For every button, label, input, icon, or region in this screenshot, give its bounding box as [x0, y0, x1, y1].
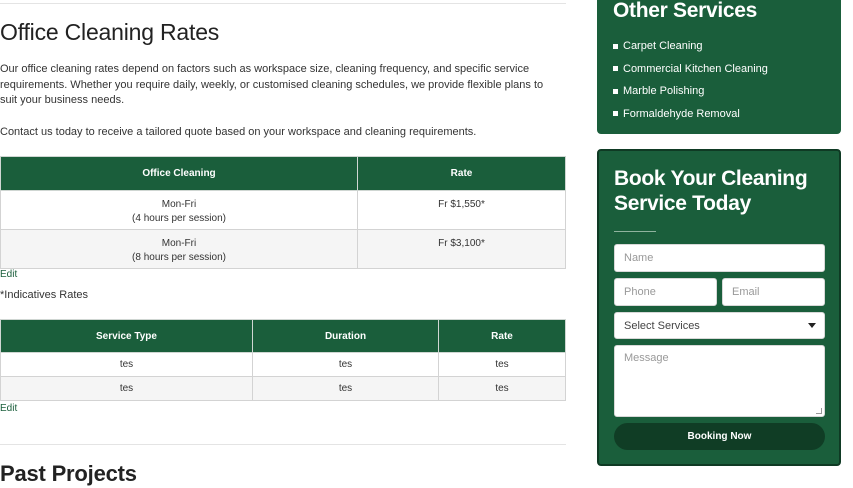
service-link-label: Formaldehyde Removal: [623, 107, 740, 120]
edit-link[interactable]: Edit: [0, 403, 18, 414]
booking-card: [597, 149, 841, 466]
email-placeholder: Email: [732, 286, 760, 298]
edit-link[interactable]: Edit: [0, 269, 18, 280]
other-services-list: [613, 35, 768, 125]
service-link-commercial-kitchen-cleaning[interactable]: [613, 58, 768, 81]
table-cell-rate: Fr $1,550*: [358, 191, 566, 230]
service-link-carpet-cleaning[interactable]: [613, 35, 768, 58]
table-row: [1, 377, 566, 401]
indicative-rates-note: *Indicatives Rates: [0, 289, 89, 301]
bullet-icon: [613, 44, 618, 49]
table-cell: tes: [253, 377, 439, 401]
past-projects-heading: Past Projects: [0, 461, 137, 486]
services-table: [0, 319, 566, 401]
service-hours: (8 hours per session): [132, 252, 226, 263]
service-link-marble-polishing[interactable]: [613, 80, 768, 103]
bullet-icon: [613, 89, 618, 94]
contact-paragraph: Contact us today to receive a tailored quote based on your workspace and cleaning requirements.: [0, 126, 477, 138]
page-title: Office Cleaning Rates: [0, 19, 220, 45]
service-link-formaldehyde-removal[interactable]: [613, 103, 768, 126]
table-row: [1, 191, 566, 230]
chevron-down-icon: [808, 323, 816, 328]
message-field[interactable]: [614, 345, 825, 417]
intro-paragraph: Our office cleaning rates depend on factors such as workspace size, cleaning frequency, and specific service requirements. Whether you require daily, weekly, or customised cleaning schedules, we provide flexible plans to suit your business needs.: [0, 63, 544, 107]
service-link-label: Marble Polishing: [623, 85, 705, 98]
phone-field[interactable]: [614, 278, 717, 306]
table-cell: tes: [439, 377, 566, 401]
column-header-rate: Rate: [439, 320, 566, 353]
office-cleaning-rates-table: [0, 156, 566, 269]
table-cell: tes: [1, 377, 253, 401]
email-field[interactable]: [722, 278, 825, 306]
resize-handle-icon[interactable]: [816, 408, 822, 414]
select-value: Select Services: [624, 319, 700, 332]
divider: [0, 3, 566, 4]
bullet-icon: [613, 111, 618, 116]
name-field[interactable]: [614, 244, 825, 272]
table-cell: tes: [1, 353, 253, 377]
other-services-card: [597, 0, 841, 134]
table-cell-service: [1, 191, 358, 230]
service-frequency: Mon-Fri: [161, 199, 197, 210]
booking-now-button[interactable]: Booking Now: [614, 423, 825, 450]
table-cell: tes: [253, 353, 439, 377]
phone-placeholder: Phone: [624, 286, 656, 298]
column-header-duration: Duration: [253, 320, 439, 353]
service-hours: (4 hours per session): [132, 213, 226, 224]
table-cell-service: [1, 230, 358, 269]
table-cell: tes: [439, 353, 566, 377]
other-services-title: Other Services: [613, 0, 758, 22]
column-header-service-type: Service Type: [1, 320, 253, 353]
table-row: [1, 230, 566, 269]
title-divider: [614, 231, 656, 232]
service-frequency: Mon-Fri: [161, 238, 197, 249]
services-select[interactable]: [614, 312, 825, 339]
service-link-label: Commercial Kitchen Cleaning: [623, 62, 768, 75]
booking-title: Book Your Cleaning Service Today: [614, 167, 808, 215]
name-placeholder: Name: [624, 252, 654, 264]
column-header-rate: Rate: [358, 157, 566, 191]
message-placeholder: Message: [624, 352, 669, 364]
table-cell-rate: Fr $3,100*: [358, 230, 566, 269]
bullet-icon: [613, 66, 618, 71]
table-row: [1, 353, 566, 377]
service-link-label: Carpet Cleaning: [623, 40, 703, 53]
divider: [0, 444, 566, 445]
column-header-office-cleaning: Office Cleaning: [1, 157, 358, 191]
